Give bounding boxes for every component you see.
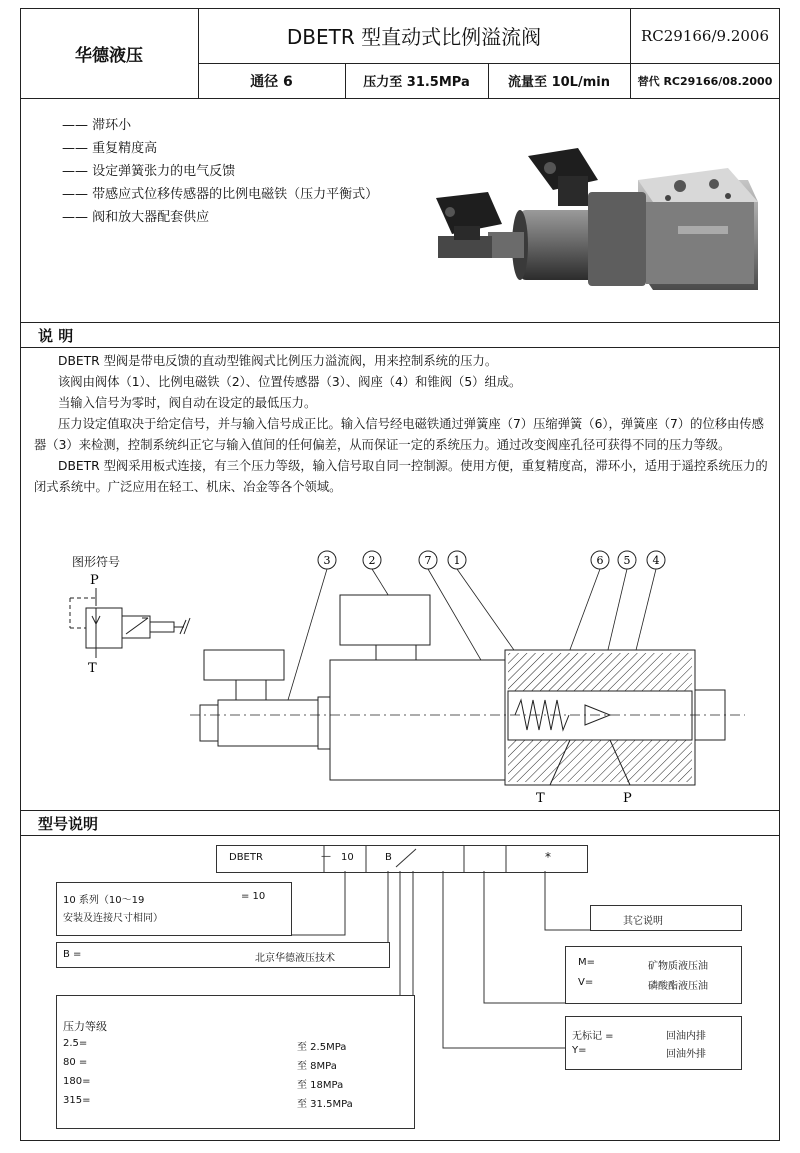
- section-port-t: T: [536, 791, 545, 806]
- b-key: B =: [63, 949, 82, 960]
- drain-value: 回油外排: [666, 1049, 706, 1060]
- other-label: 其它说明: [623, 916, 663, 927]
- feature-item: —— 设定弹簧张力的电气反馈: [62, 164, 236, 179]
- code-dash: —: [321, 851, 331, 862]
- callout-label: 6: [596, 554, 604, 567]
- model-code-heading: 型号说明: [38, 815, 99, 833]
- series-equals: = 10: [241, 891, 266, 902]
- symbol-port-t: T: [88, 661, 97, 676]
- nominal-size: 通径 6: [250, 73, 293, 90]
- replaces-document: 替代 RC29166/08.2000: [637, 74, 773, 88]
- description-paragraph: 压力设定值取决于给定信号，并与输入信号成正比。输入信号经电磁铁通过弹簧座（7）压缩弹簧（6），弹簧座（7）的位移由传感器（3）来检测，控制系统纠正它与输入值间的任何偏差，从而保证一定的系统压力。通过改变阀座孔径可获得不同的压力等级。: [34, 417, 764, 452]
- drain-value: 回油内排: [666, 1031, 706, 1042]
- description-paragraph: 该阀由阀体（1）、比例电磁铁（2）、位置传感器（3）、阀座（4）和锥阀（5）组成。: [58, 375, 522, 389]
- max-flow: 流量至 10L/min: [508, 75, 610, 90]
- series-line1: 10 系列（10～19: [63, 895, 145, 906]
- pressure-value: 至 8MPa: [297, 1061, 337, 1072]
- description-paragraph: DBETR 型阀采用板式连接，有三个压力等级，输入信号取自同一控制源。使用方便，重复精度高，滞环小，适用于遥控系统压力的闭式系统中。广泛应用在轻工、机床、冶金等各个领域。: [34, 459, 768, 494]
- callout-label: 3: [323, 554, 331, 567]
- callout-label: 1: [453, 554, 461, 567]
- section-port-p: P: [623, 791, 632, 806]
- pressure-code: 315=: [63, 1095, 91, 1106]
- pressure-value: 至 18MPa: [297, 1080, 344, 1091]
- feature-item: —— 滞环小: [62, 118, 132, 133]
- callout-label: 5: [623, 554, 631, 567]
- description-paragraph: 当输入信号为零时，阀自动在设定的最低压力。: [58, 396, 317, 410]
- drain-code: 无标记 =: [572, 1031, 614, 1042]
- fluid-code: M=: [578, 957, 596, 968]
- code-b: B: [385, 852, 392, 863]
- pressure-title: 压力等级: [63, 1020, 107, 1033]
- series-box: [56, 882, 292, 936]
- max-pressure: 压力至 31.5MPa: [363, 75, 470, 90]
- other-box: [590, 905, 742, 931]
- fluid-box: [565, 946, 742, 1004]
- hydraulic-symbol-title: 图形符号: [72, 555, 121, 569]
- pressure-code: 80 =: [63, 1057, 88, 1068]
- code-series: 10: [341, 852, 354, 863]
- description-paragraph: DBETR 型阀是带电反馈的直动型锥阀式比例压力溢流阀，用来控制系统的压力。: [58, 354, 498, 368]
- pressure-code: 2.5=: [63, 1038, 88, 1049]
- description-heading: 说 明: [38, 327, 74, 345]
- feature-item: —— 阀和放大器配套供应: [62, 210, 210, 225]
- company-name: 华德液压: [75, 45, 143, 66]
- drain-box: [565, 1016, 742, 1070]
- series-line2: 安装及连接尺寸相同）: [63, 913, 163, 924]
- b-value: 北京华德液压技术: [255, 953, 335, 964]
- code-star: *: [545, 850, 551, 864]
- callout-label: 2: [368, 554, 376, 567]
- feature-item: —— 重复精度高: [62, 141, 158, 156]
- feature-item: —— 带感应式位移传感器的比例电磁铁（压力平衡式）: [62, 187, 379, 202]
- drain-code: Y=: [572, 1045, 587, 1056]
- fluid-value: 磷酸酯液压油: [648, 981, 708, 992]
- fluid-code: V=: [578, 977, 594, 988]
- callout-label: 4: [652, 554, 660, 567]
- fluid-value: 矿物质液压油: [648, 961, 708, 972]
- callout-label: 7: [424, 554, 432, 567]
- pressure-box: [56, 995, 415, 1129]
- pressure-value: 至 2.5MPa: [297, 1042, 347, 1053]
- b-box: [56, 942, 390, 968]
- document-title: DBETR 型直动式比例溢流阀: [286, 25, 542, 49]
- pressure-value: 至 31.5MPa: [297, 1099, 353, 1110]
- pressure-code: 180=: [63, 1076, 91, 1087]
- document-number: RC29166/9.2006: [640, 26, 770, 45]
- symbol-port-p: P: [90, 573, 99, 588]
- code-prefix: DBETR: [229, 852, 263, 863]
